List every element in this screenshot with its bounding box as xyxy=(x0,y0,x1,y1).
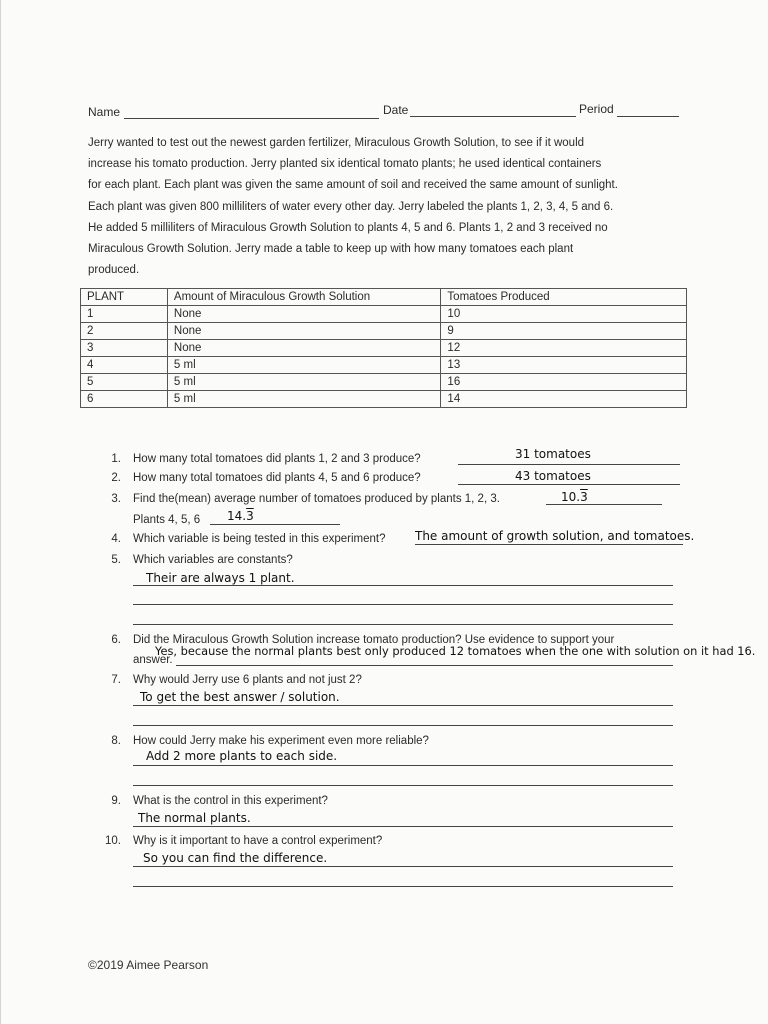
table-cell: None xyxy=(167,306,441,323)
question-3-text: Find the(mean) average number of tomatoes produced by plants 1, 2, 3. xyxy=(133,493,500,505)
date-label: Date xyxy=(383,103,409,117)
intro-line: He added 5 milliliters of Miraculous Growth Solution to plants 4, 5 and 6. Plants 1, 2 and 3 received no xyxy=(88,221,608,234)
intro-line: for each plant. Each plant was given the same amount of soil and received the same amount of sunlight. xyxy=(88,179,618,192)
table-header-solution: Amount of Miraculous Growth Solution xyxy=(167,289,441,306)
page-edge xyxy=(0,0,1,1024)
table-cell: 12 xyxy=(441,340,687,357)
question-5-answer-line xyxy=(133,604,673,605)
answer-repeating-digit: 3 xyxy=(580,490,588,504)
period-field[interactable] xyxy=(617,116,679,117)
intro-paragraph xyxy=(88,133,688,281)
answer-whole: 14. xyxy=(227,509,247,523)
question-number: 6. xyxy=(111,634,121,646)
question-2-answer[interactable]: 43 tomatoes xyxy=(515,469,591,483)
question-1-answer-line xyxy=(458,464,680,465)
question-3-answer-2-line xyxy=(210,524,340,525)
tomato-data-table xyxy=(80,288,687,408)
question-6-text: Did the Miraculous Growth Solution increase tomato production? Use evidence to support your xyxy=(133,634,615,646)
question-3-answer-2[interactable] xyxy=(227,509,254,523)
table-cell: 14 xyxy=(441,391,687,408)
question-1-answer[interactable]: 31 tomatoes xyxy=(515,447,591,461)
question-8-answer-line xyxy=(133,785,673,786)
question-7-answer-line xyxy=(133,705,673,706)
table-header-row xyxy=(81,289,687,306)
table-row xyxy=(81,357,687,374)
question-2-answer-line xyxy=(458,484,680,485)
question-number: 9. xyxy=(111,795,121,807)
table-cell: 2 xyxy=(81,323,168,340)
question-10-answer[interactable]: So you can find the difference. xyxy=(143,851,328,865)
question-number: 7. xyxy=(111,674,121,686)
question-6-answer[interactable]: Yes, because the normal plants best only produced 12 tomatoes when the one with solution on it had 16. xyxy=(155,644,756,658)
question-number: 1. xyxy=(111,453,121,465)
question-2-text: How many total tomatoes did plants 4, 5 and 6 produce? xyxy=(133,472,421,484)
table-header-tomatoes: Tomatoes Produced xyxy=(441,289,687,306)
question-4-answer[interactable]: The amount of growth solution, and tomatoes. xyxy=(415,529,695,543)
question-number: 5. xyxy=(111,554,121,566)
question-5-text: Which variables are constants? xyxy=(133,554,293,566)
question-7-answer[interactable]: To get the best answer / solution. xyxy=(140,690,340,704)
table-row xyxy=(81,391,687,408)
question-6-answer-line xyxy=(176,665,673,666)
question-5-answer-line xyxy=(133,624,673,625)
question-number: 3. xyxy=(111,493,121,505)
table-cell: 9 xyxy=(441,323,687,340)
name-label: Name xyxy=(88,105,121,119)
date-field[interactable] xyxy=(410,116,576,117)
table-cell: None xyxy=(167,340,441,357)
question-9-answer[interactable]: The normal plants. xyxy=(138,811,251,825)
table-cell: 10 xyxy=(441,306,687,323)
question-4-text: Which variable is being tested in this experiment? xyxy=(133,533,386,545)
question-number: 8. xyxy=(111,735,121,747)
intro-line: increase his tomato production. Jerry planted six identical tomato plants; he used identical containers xyxy=(88,158,602,171)
table-cell: 1 xyxy=(81,306,168,323)
table-row xyxy=(81,340,687,357)
question-1-text: How many total tomatoes did plants 1, 2 and 3 produce? xyxy=(133,453,421,465)
name-field[interactable] xyxy=(124,118,379,119)
table-cell: 5 ml xyxy=(167,374,441,391)
question-3-answer-line xyxy=(546,504,662,505)
answer-repeating-digit: 3 xyxy=(246,509,254,523)
table-header-plant: PLANT xyxy=(81,289,168,306)
question-3-text-plants-4-6: Plants 4, 5, 6 xyxy=(133,514,201,526)
table-cell: 4 xyxy=(81,357,168,374)
intro-line: Each plant was given 800 milliliters of water every other day. Jerry labeled the plants 1, 2, 3, 4, 5 and 6. xyxy=(88,200,614,213)
table-cell: 6 xyxy=(81,391,168,408)
table-cell: 5 ml xyxy=(167,357,441,374)
table-cell: 16 xyxy=(441,374,687,391)
question-5-answer[interactable]: Their are always 1 plant. xyxy=(146,571,295,585)
intro-line: produced. xyxy=(88,264,140,277)
question-10-answer-line xyxy=(133,886,673,887)
intro-line: Jerry wanted to test out the newest garden fertilizer, Miraculous Growth Solution, to see if it would xyxy=(88,137,585,149)
question-number: 4. xyxy=(111,533,121,545)
question-10-text: Why is it important to have a control experiment? xyxy=(133,835,383,847)
table-row xyxy=(81,306,687,323)
table-cell: 5 ml xyxy=(167,391,441,408)
table-cell: None xyxy=(167,323,441,340)
table-cell: 5 xyxy=(81,374,168,391)
question-8-answer[interactable]: Add 2 more plants to each side. xyxy=(146,749,338,763)
question-8-answer-line xyxy=(133,765,673,766)
table-cell: 13 xyxy=(441,357,687,374)
intro-line: Miraculous Growth Solution. Jerry made a table to keep up with how many tomatoes each plant xyxy=(88,243,574,256)
question-8-text: How could Jerry make his experiment even more reliable? xyxy=(133,735,429,747)
question-9-answer-line xyxy=(133,826,673,827)
question-7-text: Why would Jerry use 6 plants and not just 2? xyxy=(133,674,362,686)
table-cell: 3 xyxy=(81,340,168,357)
copyright-footer: ©2019 Aimee Pearson xyxy=(88,958,209,972)
question-7-answer-line xyxy=(133,725,673,726)
table-row xyxy=(81,374,687,391)
question-9-text: What is the control in this experiment? xyxy=(133,795,328,807)
question-10-answer-line xyxy=(133,866,673,867)
answer-whole: 10. xyxy=(561,490,581,504)
question-3-answer[interactable] xyxy=(561,490,588,504)
question-number: 10. xyxy=(105,835,121,847)
question-6-text-answer: answer. xyxy=(133,654,173,666)
question-5-answer-line xyxy=(133,585,673,586)
table-row xyxy=(81,323,687,340)
question-number: 2. xyxy=(111,472,121,484)
period-label: Period xyxy=(579,102,614,116)
question-4-answer-line xyxy=(415,544,683,545)
